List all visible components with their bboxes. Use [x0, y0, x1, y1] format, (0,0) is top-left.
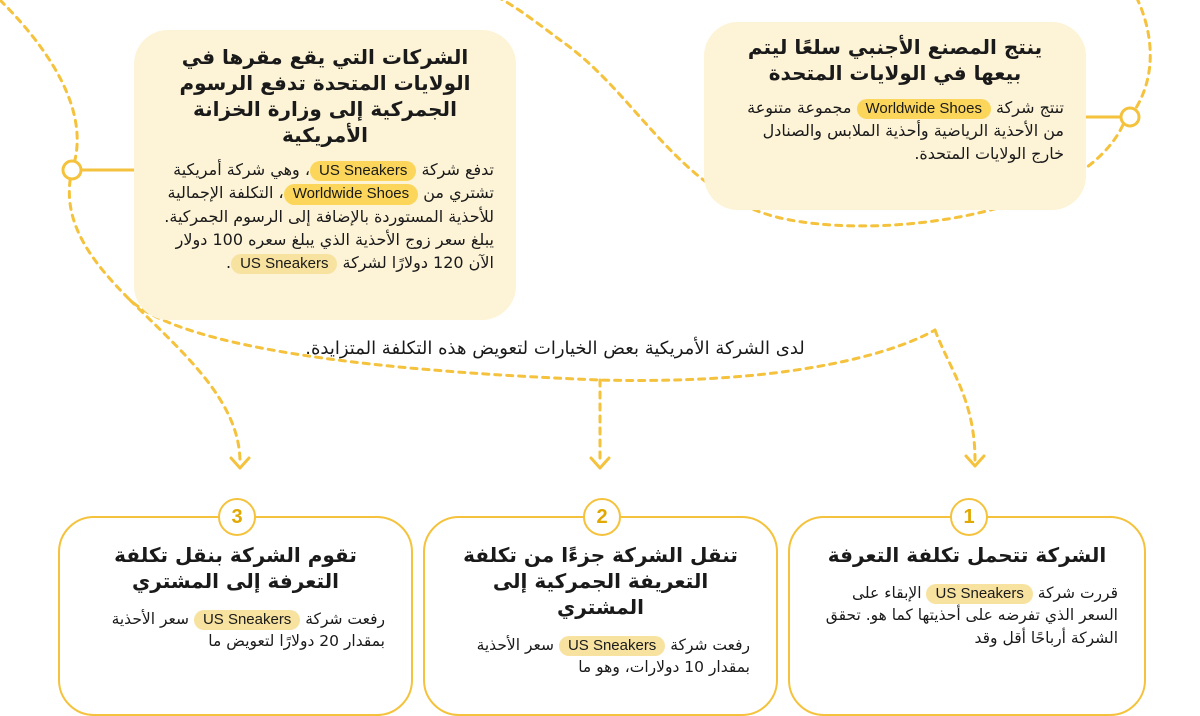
body-text: سعر الأحذية بمقدار 10 دولارات، وهو ما [476, 636, 750, 677]
body-text: قررت شركة [1037, 584, 1118, 602]
step-card-2 [423, 505, 778, 716]
step-title: تنقل الشركة جزءًا من تكلفة التعريفة الجمركية إلى المشتري [463, 543, 738, 619]
body-text: رفعت شركة [670, 636, 750, 654]
brand-highlight: US Sneakers [310, 161, 416, 181]
card-title: ينتج المصنع الأجنبي سلعًا ليتم بيعها في الولايات المتحدة [747, 35, 1043, 85]
body-text: تدفع شركة [421, 160, 494, 179]
step-body [86, 608, 385, 653]
brand-highlight: US Sneakers [194, 610, 300, 630]
step-card-3 [58, 505, 413, 716]
connector-node-left [63, 161, 81, 179]
body-text: مجموعة متنوعة من الأحذية الرياضية وأحذية الملابس والصنادل خارج الولايات المتحدة. [747, 98, 1064, 164]
body-text: الإبقاء على السعر الذي تفرضه على أحذيتها كما هو. تحقق الشركة أرباحًا أقل وقد [825, 584, 1118, 647]
step-number-badge: 1 [950, 498, 988, 536]
brand-highlight: Worldwide Shoes [284, 184, 418, 204]
body-text: سعر الأحذية بمقدار 20 دولارًا لتعويض ما [111, 610, 385, 651]
step-body [451, 634, 750, 679]
step-title: الشركة تتحمل تكلفة التعرفة [827, 543, 1107, 567]
body-text: ، التكلفة الإجمالية للأحذية المستوردة بالإضافة إلى الرسوم الجمركية. يبلغ سعر زوج الأحذية الذي يبلغ سعره 100 دولار الآن 120 دولارًا لشركة [164, 183, 494, 272]
card-foreign-factory [704, 22, 1086, 210]
body-text: ، وهي شركة أمريكية تشتري من [173, 160, 494, 203]
step-body [816, 582, 1118, 649]
brand-highlight: Worldwide Shoes [857, 99, 991, 119]
body-text: تنتج شركة [996, 98, 1064, 117]
step-card-1 [788, 505, 1146, 716]
brand-highlight: US Sneakers [231, 254, 337, 274]
brand-highlight: US Sneakers [559, 636, 665, 656]
step-title: تقوم الشركة بنقل تكلفة التعرفة إلى المشتري [114, 543, 357, 593]
card-body [726, 96, 1064, 166]
step-number-badge: 3 [218, 498, 256, 536]
card-body [156, 158, 494, 274]
card-title: الشركات التي يقع مقرها في الولايات المتحدة تدفع الرسوم الجمركية إلى وزارة الخزانة الأمريكية [179, 45, 471, 147]
step-number-badge: 2 [583, 498, 621, 536]
options-caption: لدى الشركة الأمريكية بعض الخيارات لتعويض هذه التكلفة المتزايدة. [305, 338, 805, 359]
connector-to-step-1 [935, 330, 975, 460]
brand-highlight: US Sneakers [926, 584, 1032, 604]
card-us-companies [134, 30, 516, 320]
connector-to-step-3 [130, 300, 240, 462]
connector-node-right [1121, 108, 1139, 126]
body-text: رفعت شركة [305, 610, 385, 628]
body-text: . [225, 252, 232, 272]
